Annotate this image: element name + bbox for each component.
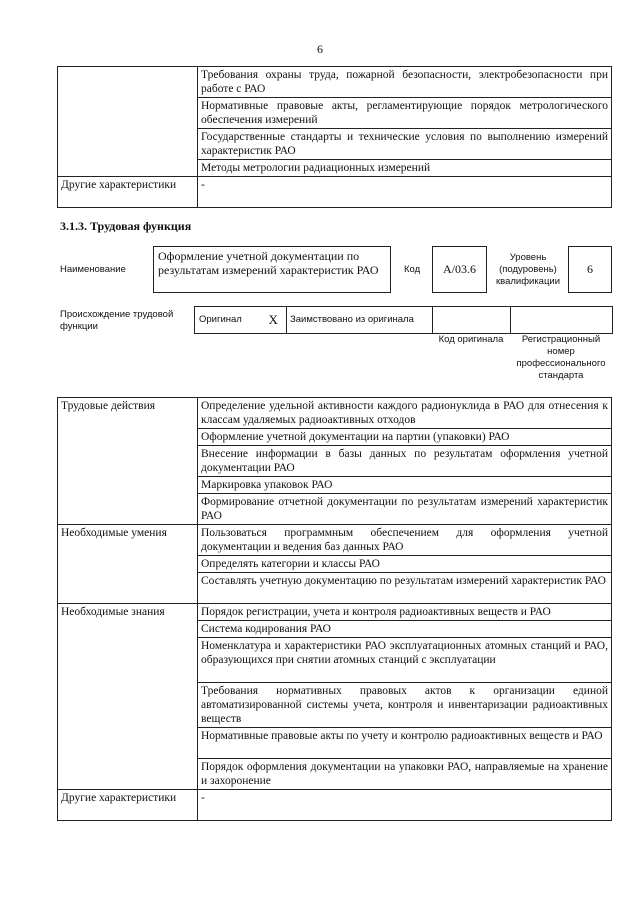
labor-action-item: Оформление учетной документации на партии (упаковки) РАО <box>198 429 612 446</box>
knowledge-item: Методы метрологии радиационных измерений <box>198 160 612 177</box>
skill-item: Определять категории и классы РАО <box>198 556 612 573</box>
table-row <box>58 604 612 621</box>
knowledge-item: Нормативные правовые акты по учету и контролю радиоактивных веществ и РАО <box>198 728 612 759</box>
original-mark: X <box>261 307 287 334</box>
other-characteristics-value: - <box>198 790 612 821</box>
skill-item: Составлять учетную документацию по результатам измерений характеристик РАО <box>198 573 612 604</box>
origin-label: Происхождение трудовой функции <box>60 309 174 332</box>
other-characteristics-value: - <box>198 177 612 208</box>
knowledge-item: Требования охраны труда, пожарной безопасности, электробезопасности при работе с РАО <box>198 67 612 98</box>
labor-action-item: Маркировка упаковок РАО <box>198 477 612 494</box>
labor-action-item: Формирование отчетной документации по результатам измерений характеристик РАО <box>198 494 612 525</box>
labor-action-item: Определение удельной активности каждого радионуклида в РАО для отнесения к классам удаляемых радиоактивных отходов <box>198 398 612 429</box>
table-row <box>58 67 612 98</box>
knowledge-item: Номенклатура и характеристики РАО эксплуатационных атомных станций и РАО, образующихся при снятии атомных станций с эксплуатации <box>198 638 612 683</box>
table-row <box>58 525 612 556</box>
function-code-value: А/03.6 <box>432 246 487 293</box>
registration-number-cell <box>511 307 613 334</box>
table-row <box>58 398 612 429</box>
required-knowledge-label: Необходимые знания <box>58 604 198 790</box>
top-table <box>57 66 612 208</box>
knowledge-item: Государственные стандарты и технические условия по выполнению измерений характеристик РАО <box>198 129 612 160</box>
empty-category-cell <box>58 67 198 177</box>
required-skills-label: Необходимые умения <box>58 525 198 604</box>
registration-number-caption: Регистрационный номер профессионального стандарта <box>516 334 606 381</box>
code-label: Код <box>404 264 421 275</box>
other-characteristics-label: Другие характеристики <box>58 177 198 208</box>
section-title: 3.1.3. Трудовая функция <box>60 219 192 233</box>
knowledge-item: Порядок регистрации, учета и контроля радиоактивных веществ и РАО <box>198 604 612 621</box>
knowledge-item: Требования нормативных правовых актов к организации единой автоматизированной системы учета, контроля и инвентаризации радиоактивных веществ <box>198 683 612 728</box>
knowledge-item: Система кодирования РАО <box>198 621 612 638</box>
origin-table <box>194 306 613 334</box>
function-name-value: Оформление учетной документации по результатам измерений характеристик РАО <box>153 246 391 293</box>
qualification-level-label: Уровень (подуровень) квалификации <box>495 252 561 287</box>
other-characteristics-label: Другие характеристики <box>58 790 198 821</box>
borrowed-label: Заимствовано из оригинала <box>287 307 433 334</box>
page-number: 6 <box>317 42 323 56</box>
original-code-cell <box>433 307 511 334</box>
skill-item: Пользоваться программным обеспечением для оформления учетной документации и ведения баз данных РАО <box>198 525 612 556</box>
original-code-caption: Код оригинала <box>438 334 504 345</box>
labor-actions-label: Трудовые действия <box>58 398 198 525</box>
table-row <box>58 790 612 821</box>
qualification-level-value: 6 <box>568 246 612 293</box>
knowledge-item: Порядок оформления документации на упаковки РАО, направляемые на хранение и захоронение <box>198 759 612 790</box>
original-label: Оригинал <box>195 307 261 334</box>
name-label: Наименование <box>60 264 126 275</box>
labor-action-item: Внесение информации в базы данных по результатам оформления учетной документации РАО <box>198 446 612 477</box>
table-row <box>58 177 612 208</box>
knowledge-item: Нормативные правовые акты, регламентирующие порядок метрологического обеспечения измерений <box>198 98 612 129</box>
labor-function-table <box>57 397 612 821</box>
